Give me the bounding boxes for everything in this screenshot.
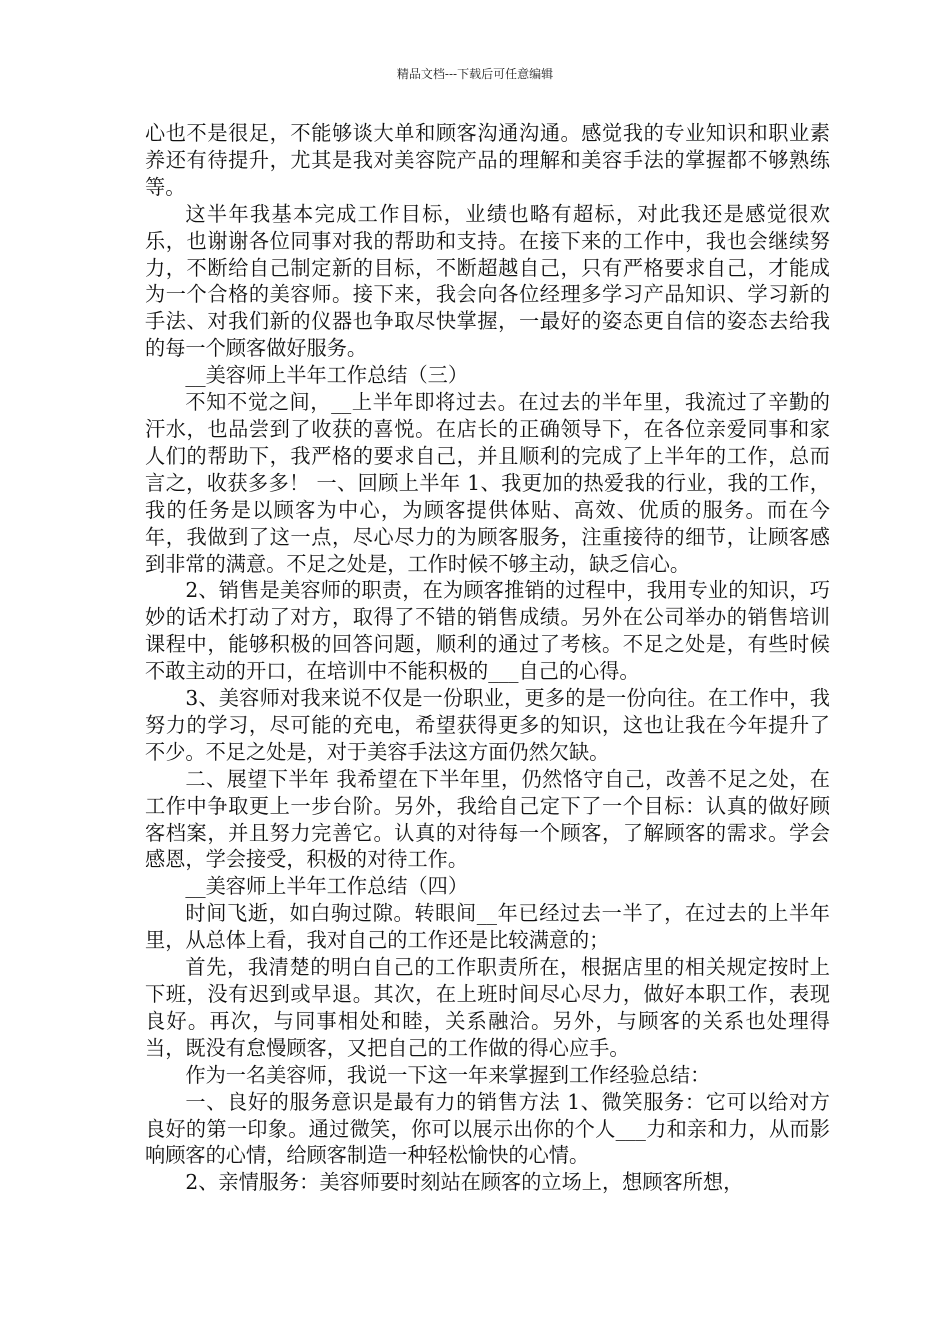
paragraph: 3、美容师对我来说不仅是一份职业，更多的是一份向往。在工作中，我努力的学习，尽可能的充电，希望获得更多的知识，这也让我在今年提升了不少。不足之处是，对于美容手法这方面仍然欠缺。	[145, 686, 830, 764]
paragraph: 2、亲情服务：美容师要时刻站在顾客的立场上，想顾客所想，	[185, 1170, 744, 1195]
page-header: 精品文档---下载后可任意编辑	[396, 67, 554, 81]
paragraph: 2、销售是美容师的职责，在为顾客推销的过程中，我用专业的知识，巧妙的话术打动了对方，取得了不错的销售成绩。另外在公司举办的销售培训课程中，能够积极的回答问题，顺利的通过了考核。不足之处是，有些时候不敢主动的开口，在培训中不能积极的___自己的心得。	[145, 578, 830, 684]
paragraph: 二、展望下半年 我希望在下半年里，仍然恪守自己，改善不足之处，在工作中争取更上一步台阶。另外，我给自己定下了一个目标：认真的做好顾客档案，并且努力完善它。认真的对待每一个顾客，了解顾客的需求。学会感恩，学会接受，积极的对待工作。	[145, 766, 830, 872]
paragraph: 首先，我清楚的明白自己的工作职责所在，根据店里的相关规定按时上下班，没有迟到或早退。其次，在上班时间尽心尽力，做好本职工作，表现良好。再次，与同事相处和睦，关系融洽。另外，与顾客的关系也处理得当，既没有怠慢顾客，又把自己的工作做的得心应手。	[145, 955, 830, 1060]
paragraph: 一、良好的服务意识是最有力的销售方法 1、微笑服务：它可以给对方良好的第一印象。通过微笑，你可以展示出你的个人___力和亲和力，从而影响顾客的心情，给顾客制造一种轻松愉快的心情。	[145, 1089, 830, 1168]
section-heading: __美容师上半年工作总结（三）	[185, 363, 469, 388]
paragraph: 这半年我基本完成工作目标，业绩也略有超标，对此我还是感觉很欢乐，也谢谢各位同事对我的帮助和支持。在接下来的工作中，我也会继续努力，不断给自己制定新的目标，不断超越自己，只有严格要求自己，才能成为一个合格的美容师。接下来，我会向各位经理多学习产品知识、学习新的手法、对我们新的仪器也争取尽快掌握，一最好的姿态更自信的姿态去给我的每一个顾客做好服务。	[145, 201, 830, 361]
section-heading: __美容师上半年工作总结（四）	[185, 874, 469, 899]
paragraph: 时间飞逝，如白驹过隙。转眼间__年已经过去一半了，在过去的上半年里，从总体上看，我对自己的工作还是比较满意的；	[145, 901, 830, 953]
paragraph: 作为一名美容师，我说一下这一年来掌握到工作经验总结：	[185, 1062, 711, 1087]
document-body	[145, 120, 830, 1196]
paragraph: 不知不觉之间，__上半年即将过去。在过去的半年里，我流过了辛勤的汗水，也品尝到了收获的喜悦。在店长的正确领导下，在各位亲爱同事和家人们的帮助下，我严格的要求自己，并且顺利的完成了上半年的工作，总而言之，收获多多！ 一、回顾上半年 1、我更加的热爱我的行业，我的工作，我的任务是以顾客为中心，为顾客提供体贴、高效、优质的服务。而在今年，我做到了这一点，尽心尽力的为顾客服务，注重接待的细节，让顾客感到非常的满意。不足之处是，工作时候不够主动，缺乏信心。	[145, 390, 830, 576]
paragraph: 心也不是很足，不能够谈大单和顾客沟通沟通。感觉我的专业知识和职业素养还有待提升，尤其是我对美容院产品的理解和美容手法的掌握都不够熟练等。	[145, 121, 830, 199]
